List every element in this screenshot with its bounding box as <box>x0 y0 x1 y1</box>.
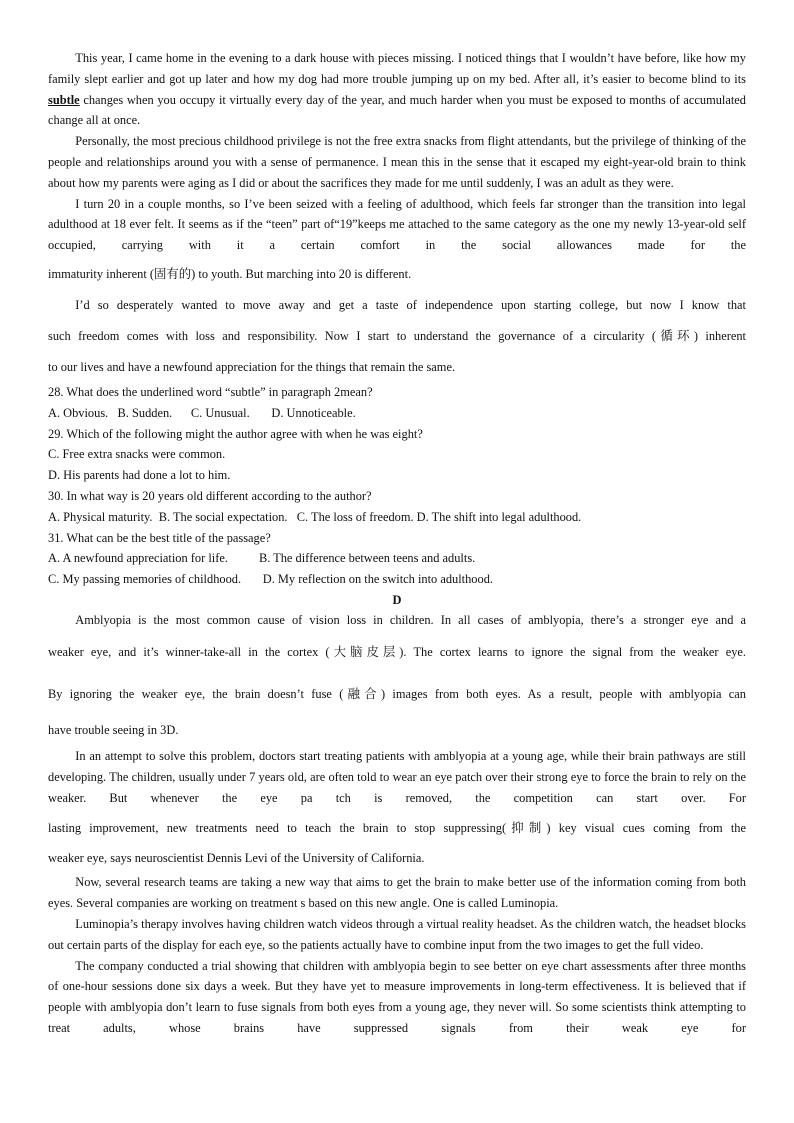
option-c: C. The loss of freedom. <box>296 509 417 524</box>
passage-d-paragraph-1-end: have trouble seeing in 3D. <box>48 722 179 737</box>
option-b: B. The social expectation. <box>158 509 297 524</box>
question-stem: 31. What can be the best title of the passage? <box>48 530 271 545</box>
passage-d-paragraph-1-line-2: weaker eye, and it’s winner-take-all in the cortex (大脑皮层). The cortex learns to ignore the signal from the weaker eye. <box>48 644 746 659</box>
option-a: A. Obvious. <box>48 405 118 420</box>
options-row <box>48 507 746 528</box>
passage-c-paragraph-3-end: immaturity inherent (固有的) to youth. But marching into 20 is different. <box>48 266 412 281</box>
option-a: A. A newfound appreciation for life. <box>48 551 259 566</box>
exam-page <box>48 48 746 1039</box>
text: This year, I came home in the evening to a dark house with pieces missing. I noticed things that I wouldn’t have before, like how my family slept earlier and got up later and how my dog had more trouble jumping up on my bed. After all, it’s easier to become blind to its <box>48 51 746 86</box>
option-c: C. Unusual. <box>190 405 272 420</box>
passage-d-paragraph-3: Now, several research teams are taking a new way that aims to get the brain to make better use of the information coming from both eyes. Several companies are working on treatment s based on this new angle. One is called Luminopia. <box>48 875 746 911</box>
passage-d-paragraph-1-line-3: By ignoring the weaker eye, the brain doesn’t fuse (融合) images from both eyes. As a result, people with amblyopia can <box>48 686 746 701</box>
question-28 <box>48 382 746 424</box>
passage-d-paragraph-1-line-1: Amblyopia is the most common cause of vision loss in children. In all cases of amblyopia, there’s a stronger eye and a <box>75 612 746 627</box>
passage-c-paragraph-2: Personally, the most precious childhood privilege is not the free extra snacks from flight attendants, but the privilege of thinking of the people and relationships around you with a sense of permanence. I mean this in the sense that it escaped my eight-year-old brain to think about how my parents were aging as I did or about the sacrifices they made for me until suddenly, I was an adult as they were. <box>48 134 746 190</box>
underlined-word-subtle: subtle <box>48 92 80 107</box>
question-30 <box>48 486 746 528</box>
passage-c-paragraph-4-line-1: I’d so desperately wanted to move away and get a taste of independence upon starting college, but now I know that <box>75 297 746 312</box>
passage-d-paragraph-5: The company conducted a trial showing that children with amblyopia begin to see better on eye chart assessments after three months of one-hour sessions done six days a week. But they have yet to measure improvements in long-term effectiveness. It is believed that if people with amblyopia don’t learn to fuse signals from both eyes from a young age, they never will. So some scientists think attempting to treat adults, whose brains have suppressed signals from their weak eye for <box>48 958 746 1035</box>
question-stem: 30. In what way is 20 years old different according to the author? <box>48 488 372 503</box>
question-31 <box>48 528 746 590</box>
option-a: A. Physical maturity. <box>48 509 159 524</box>
option-b: B. Sudden. <box>117 405 191 420</box>
option-d: D. Unnoticeable. <box>271 405 356 420</box>
option-d: D. The shift into legal adulthood. <box>416 509 582 524</box>
passage-c-paragraph-4-line-2: such freedom comes with loss and responsibility. Now I start to understand the governance of a circularity (循环) inherent <box>48 328 746 343</box>
passage-d-paragraph-2-end: weaker eye, says neuroscientist Dennis Levi of the University of California. <box>48 851 425 866</box>
text: changes when you occupy it virtually every day of the year, and much harder when you must be exposed to months of accumulated change all at once. <box>48 92 746 128</box>
passage-c-paragraph-4-line-3: to our lives and have a newfound appreciation for the things that remain the same. <box>48 359 456 374</box>
options-row <box>48 465 746 486</box>
options-row <box>48 548 746 569</box>
section-heading: D <box>392 592 402 607</box>
question-29 <box>48 424 746 486</box>
option-d: D. His parents had done a lot to him. <box>48 468 231 483</box>
passage-c-paragraph-3: I turn 20 in a couple months, so I’ve been seized with a feeling of adulthood, which feels far stronger than the transition into legal adulthood at 18 ever felt. It seems as if the “teen” part of“19”keeps me attached to the same category as the one my newly 13-year-old self occupied, carrying with it a certain comfort in the social allowances made for the <box>48 196 746 253</box>
option-c: C. Free extra snacks were common. <box>48 447 226 462</box>
passage-d-paragraph-4: Luminopia’s therapy involves having children watch videos through a virtual reality headset. As the children watch, the headset blocks out certain parts of the display for each eye, so the patients actually have to combine input from the two images to get the full video. <box>48 916 746 952</box>
options-row <box>48 569 746 590</box>
question-stem: 28. What does the underlined word “subtle” in paragraph 2mean? <box>48 384 373 399</box>
passage-d-paragraph-2: In an attempt to solve this problem, doctors start treating patients with amblyopia at a young age, while their brain pathways are still developing. The children, usually under 7 years old, are often told to wear an eye patch over their strong eye to force the brain to rely on the weaker. But whenever the eye pa tch is removed, the competition can start over. For <box>48 748 746 805</box>
passage-c-paragraph-1 <box>48 48 746 131</box>
options-row <box>48 444 746 465</box>
option-b: B. The difference between teens and adults. <box>258 551 476 566</box>
options-row <box>48 403 746 424</box>
option-d: D. My reflection on the switch into adulthood. <box>262 572 493 587</box>
passage-d-paragraph-2-line-2: lasting improvement, new treatments need to teach the brain to stop suppressing(抑制) key visual cues coming from the <box>48 821 746 836</box>
question-stem: 29. Which of the following might the author agree with when he was eight? <box>48 426 423 441</box>
option-c: C. My passing memories of childhood. <box>48 572 263 587</box>
